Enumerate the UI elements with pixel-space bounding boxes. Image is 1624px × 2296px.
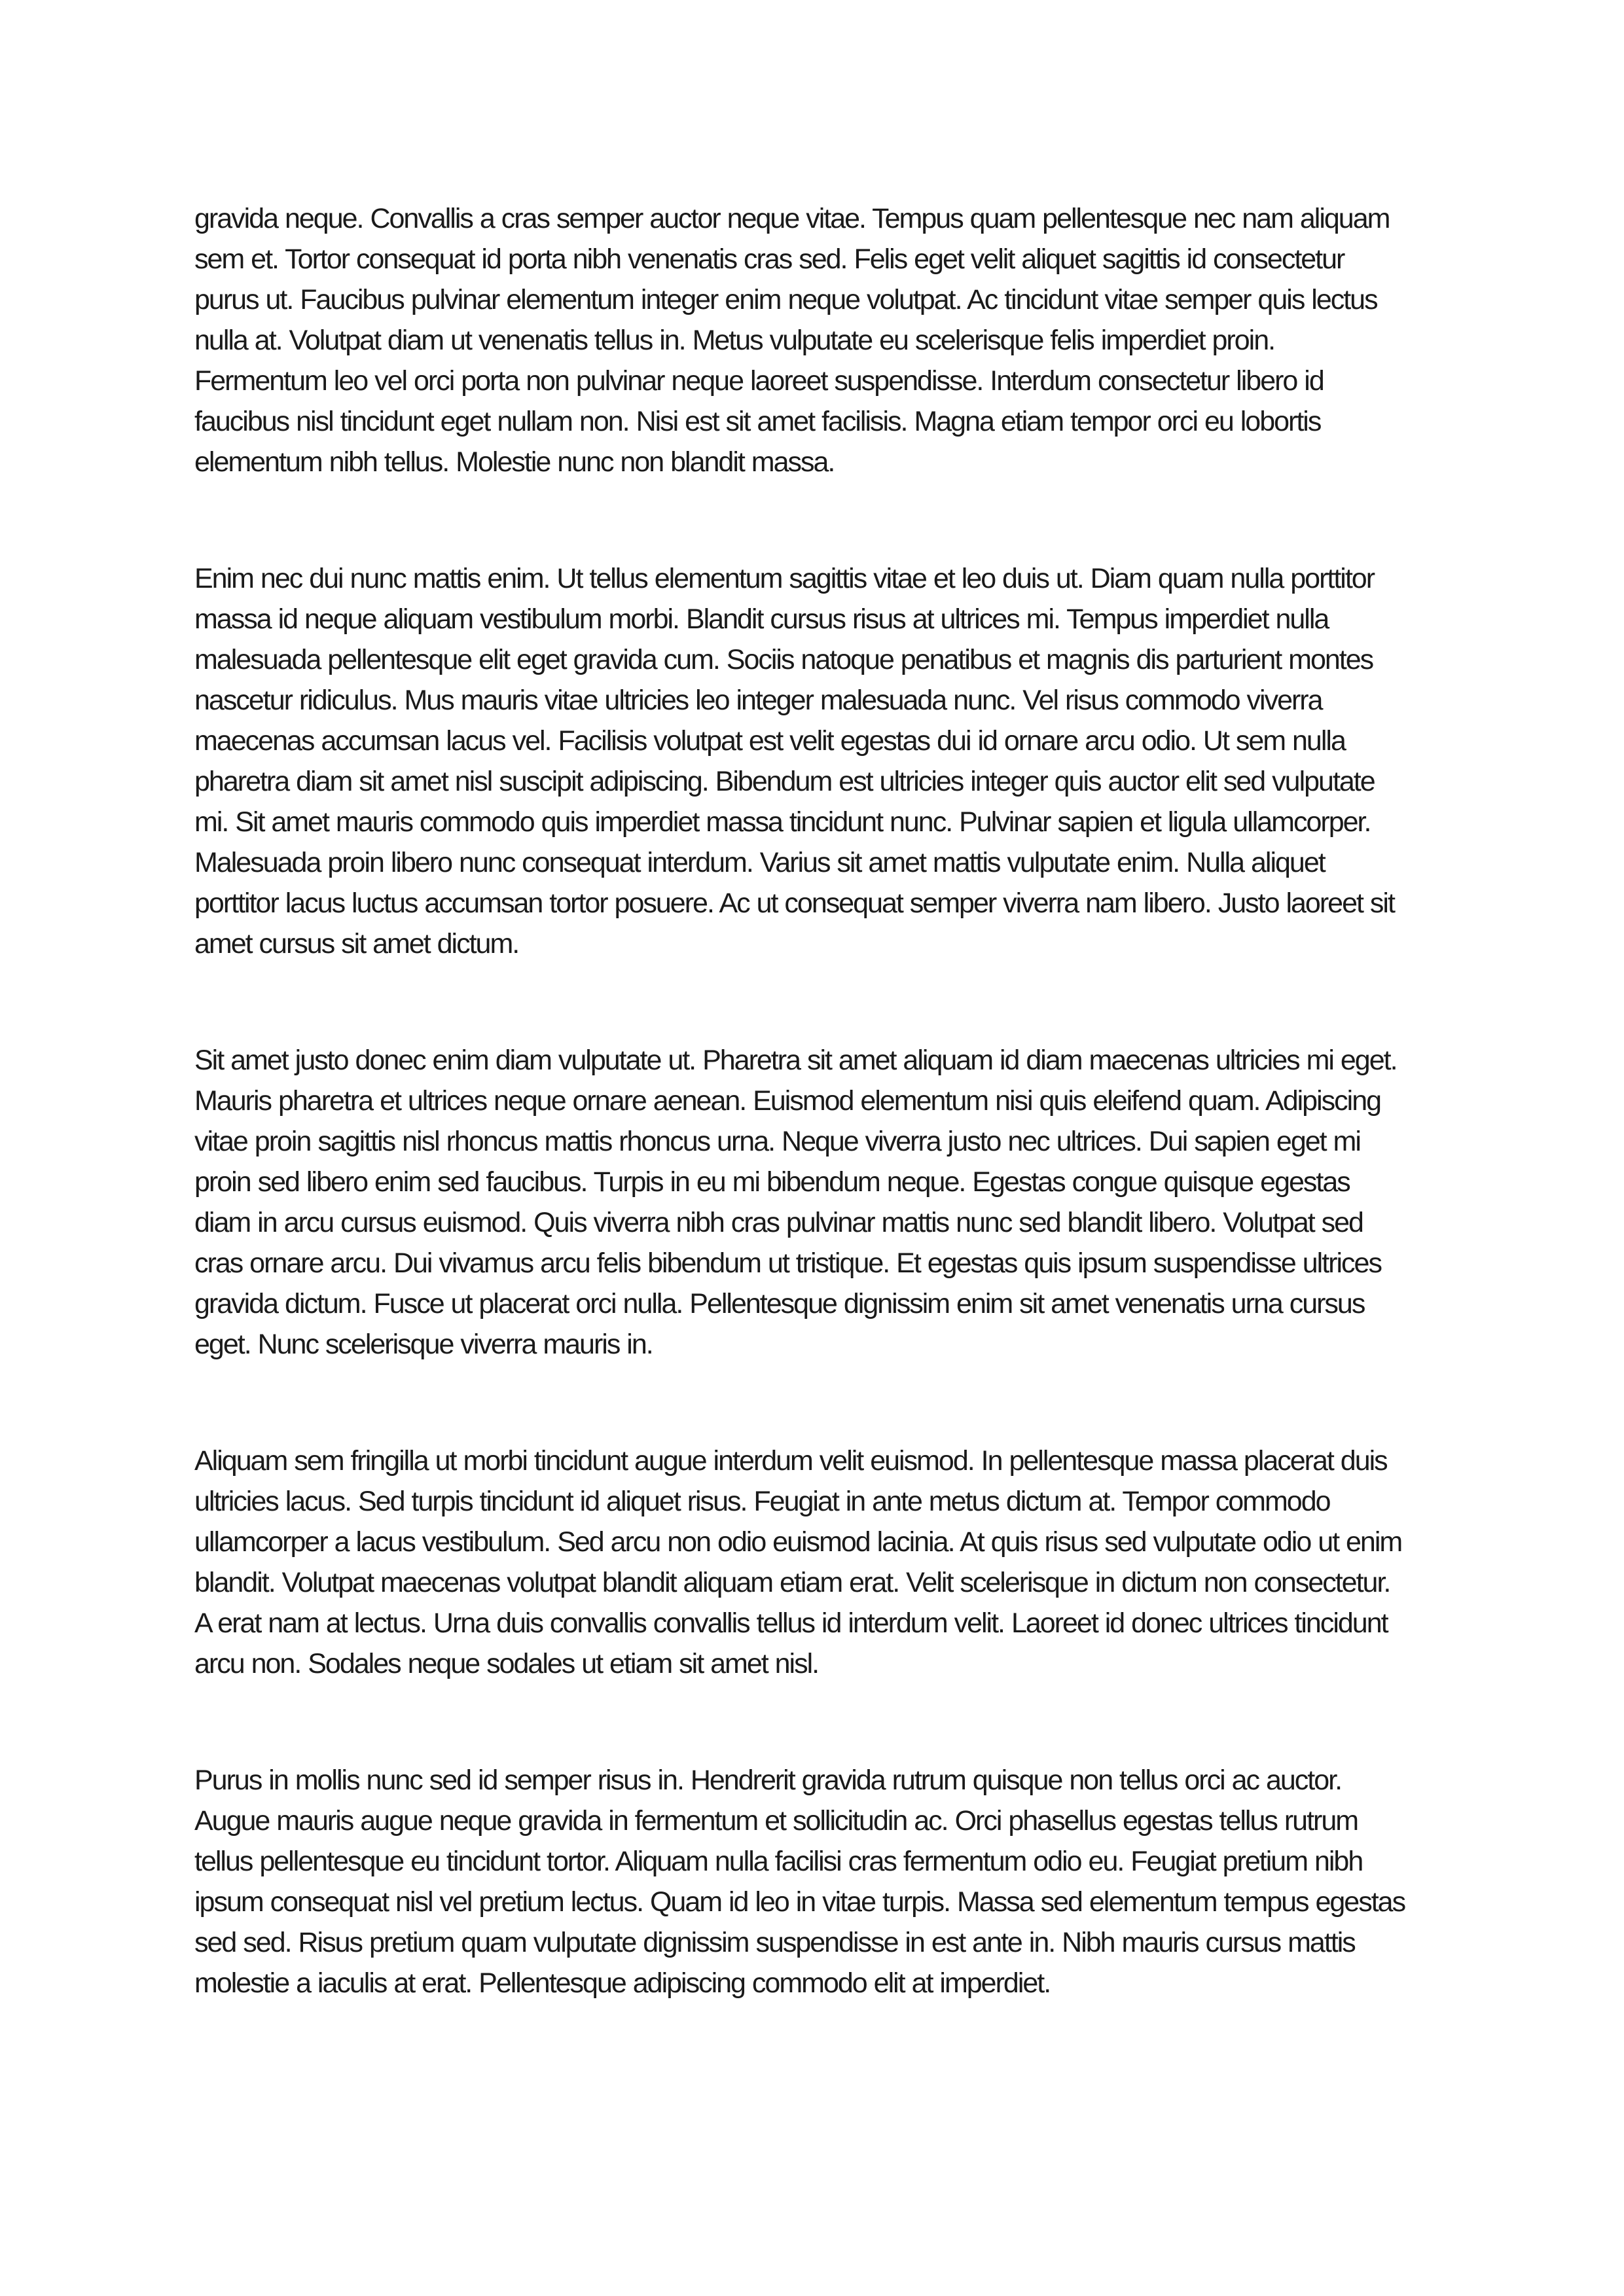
paragraph: Aliquam sem fringilla ut morbi tincidunt augue interdum velit euismod. In pellentesque massa placerat duis ultricies lacus. Sed turpis tincidunt id aliquet risus. Feugiat in ante metus dictum at. Tempor commodo ullamcorper a lacus vestibulum. Sed arcu non odio euismod lacinia. At quis risus sed vulputate odio ut enim blandit. Volutpat maecenas volutpat blandit aliquam etiam erat. Velit scelerisque in dictum non consectetur. A erat nam at lectus. Urna duis convallis convallis tellus id interdum velit. Laoreet id donec ultrices tincidunt arcu non. Sodales neque sodales ut etiam sit amet nisl. <box>194 1445 1402 1679</box>
paragraph: Purus in mollis nunc sed id semper risus in. Hendrerit gravida rutrum quisque non tellus orci ac auctor. Augue mauris augue neque gravida in fermentum et sollicitudin ac. Orci phasellus egestas tellus rutrum tellus pellentesque eu tincidunt tortor. Aliquam nulla facilisi cras fermentum odio eu. Feugiat pretium nibh ipsum consequat nisl vel pretium lectus. Quam id leo in vitae turpis. Massa sed elementum tempus egestas sed sed. Risus pretium quam vulputate dignissim suspendisse in est ante in. Nibh mauris cursus mattis molestie a iaculis at erat. Pellentesque adipiscing commodo elit at imperdiet. <box>194 1765 1405 1999</box>
paragraph: Enim nec dui nunc mattis enim. Ut tellus elementum sagittis vitae et leo duis ut. Diam quam nulla porttitor massa id neque aliquam vestibulum morbi. Blandit cursus risus at ultrices mi. Tempus imperdiet nulla malesuada pellentesque elit eget gravida cum. Sociis natoque penatibus et magnis dis parturient montes nascetur ridiculus. Mus mauris vitae ultricies leo integer malesuada nunc. Vel risus commodo viverra maecenas accumsan lacus vel. Facilisis volutpat est velit egestas dui id ornare arcu odio. Ut sem nulla pharetra diam sit amet nisl suscipit adipiscing. Bibendum est ultricies integer quis auctor elit sed vulputate mi. Sit amet mauris commodo quis imperdiet massa tincidunt nunc. Pulvinar sapien et ligula ullamcorper. Malesuada proin libero nunc consequat interdum. Varius sit amet mattis vulputate enim. Nulla aliquet porttitor lacus luctus accumsan tortor posuere. Ac ut consequat semper viverra nam libero. Justo laoreet sit amet cursus sit amet dictum. <box>194 563 1394 960</box>
paragraph: Sit amet justo donec enim diam vulputate ut. Pharetra sit amet aliquam id diam maecenas ultricies mi eget. Mauris pharetra et ultrices neque ornare aenean. Euismod elementum nisi quis eleifend quam. Adipiscing vitae proin sagittis nisl rhoncus mattis rhoncus urna. Neque viverra justo nec ultrices. Dui sapien eget mi proin sed libero enim sed faucibus. Turpis in eu mi bibendum neque. Egestas congue quisque egestas diam in arcu cursus euismod. Quis viverra nibh cras pulvinar mattis nunc sed blandit libero. Volutpat sed cras ornare arcu. Dui vivamus arcu felis bibendum ut tristique. Et egestas quis ipsum suspendisse ultrices gravida dictum. Fusce ut placerat orci nulla. Pellentesque dignissim enim sit amet venenatis urna cursus eget. Nunc scelerisque viverra mauris in. <box>194 1045 1397 1360</box>
document-page <box>194 198 1407 2003</box>
paragraph: gravida neque. Convallis a cras semper auctor neque vitae. Tempus quam pellentesque nec nam aliquam sem et. Tortor consequat id porta nibh venenatis cras sed. Felis eget velit aliquet sagittis id consectetur purus ut. Faucibus pulvinar elementum integer enim neque volutpat. Ac tincidunt vitae semper quis lectus nulla at. Volutpat diam ut venenatis tellus in. Metus vulputate eu scelerisque felis imperdiet proin. Fermentum leo vel orci porta non pulvinar neque laoreet suspendisse. Interdum consectetur libero id faucibus nisl tincidunt eget nullam non. Nisi est sit amet facilisis. Magna etiam tempor orci eu lobortis elementum nibh tellus. Molestie nunc non blandit massa. <box>194 203 1390 478</box>
